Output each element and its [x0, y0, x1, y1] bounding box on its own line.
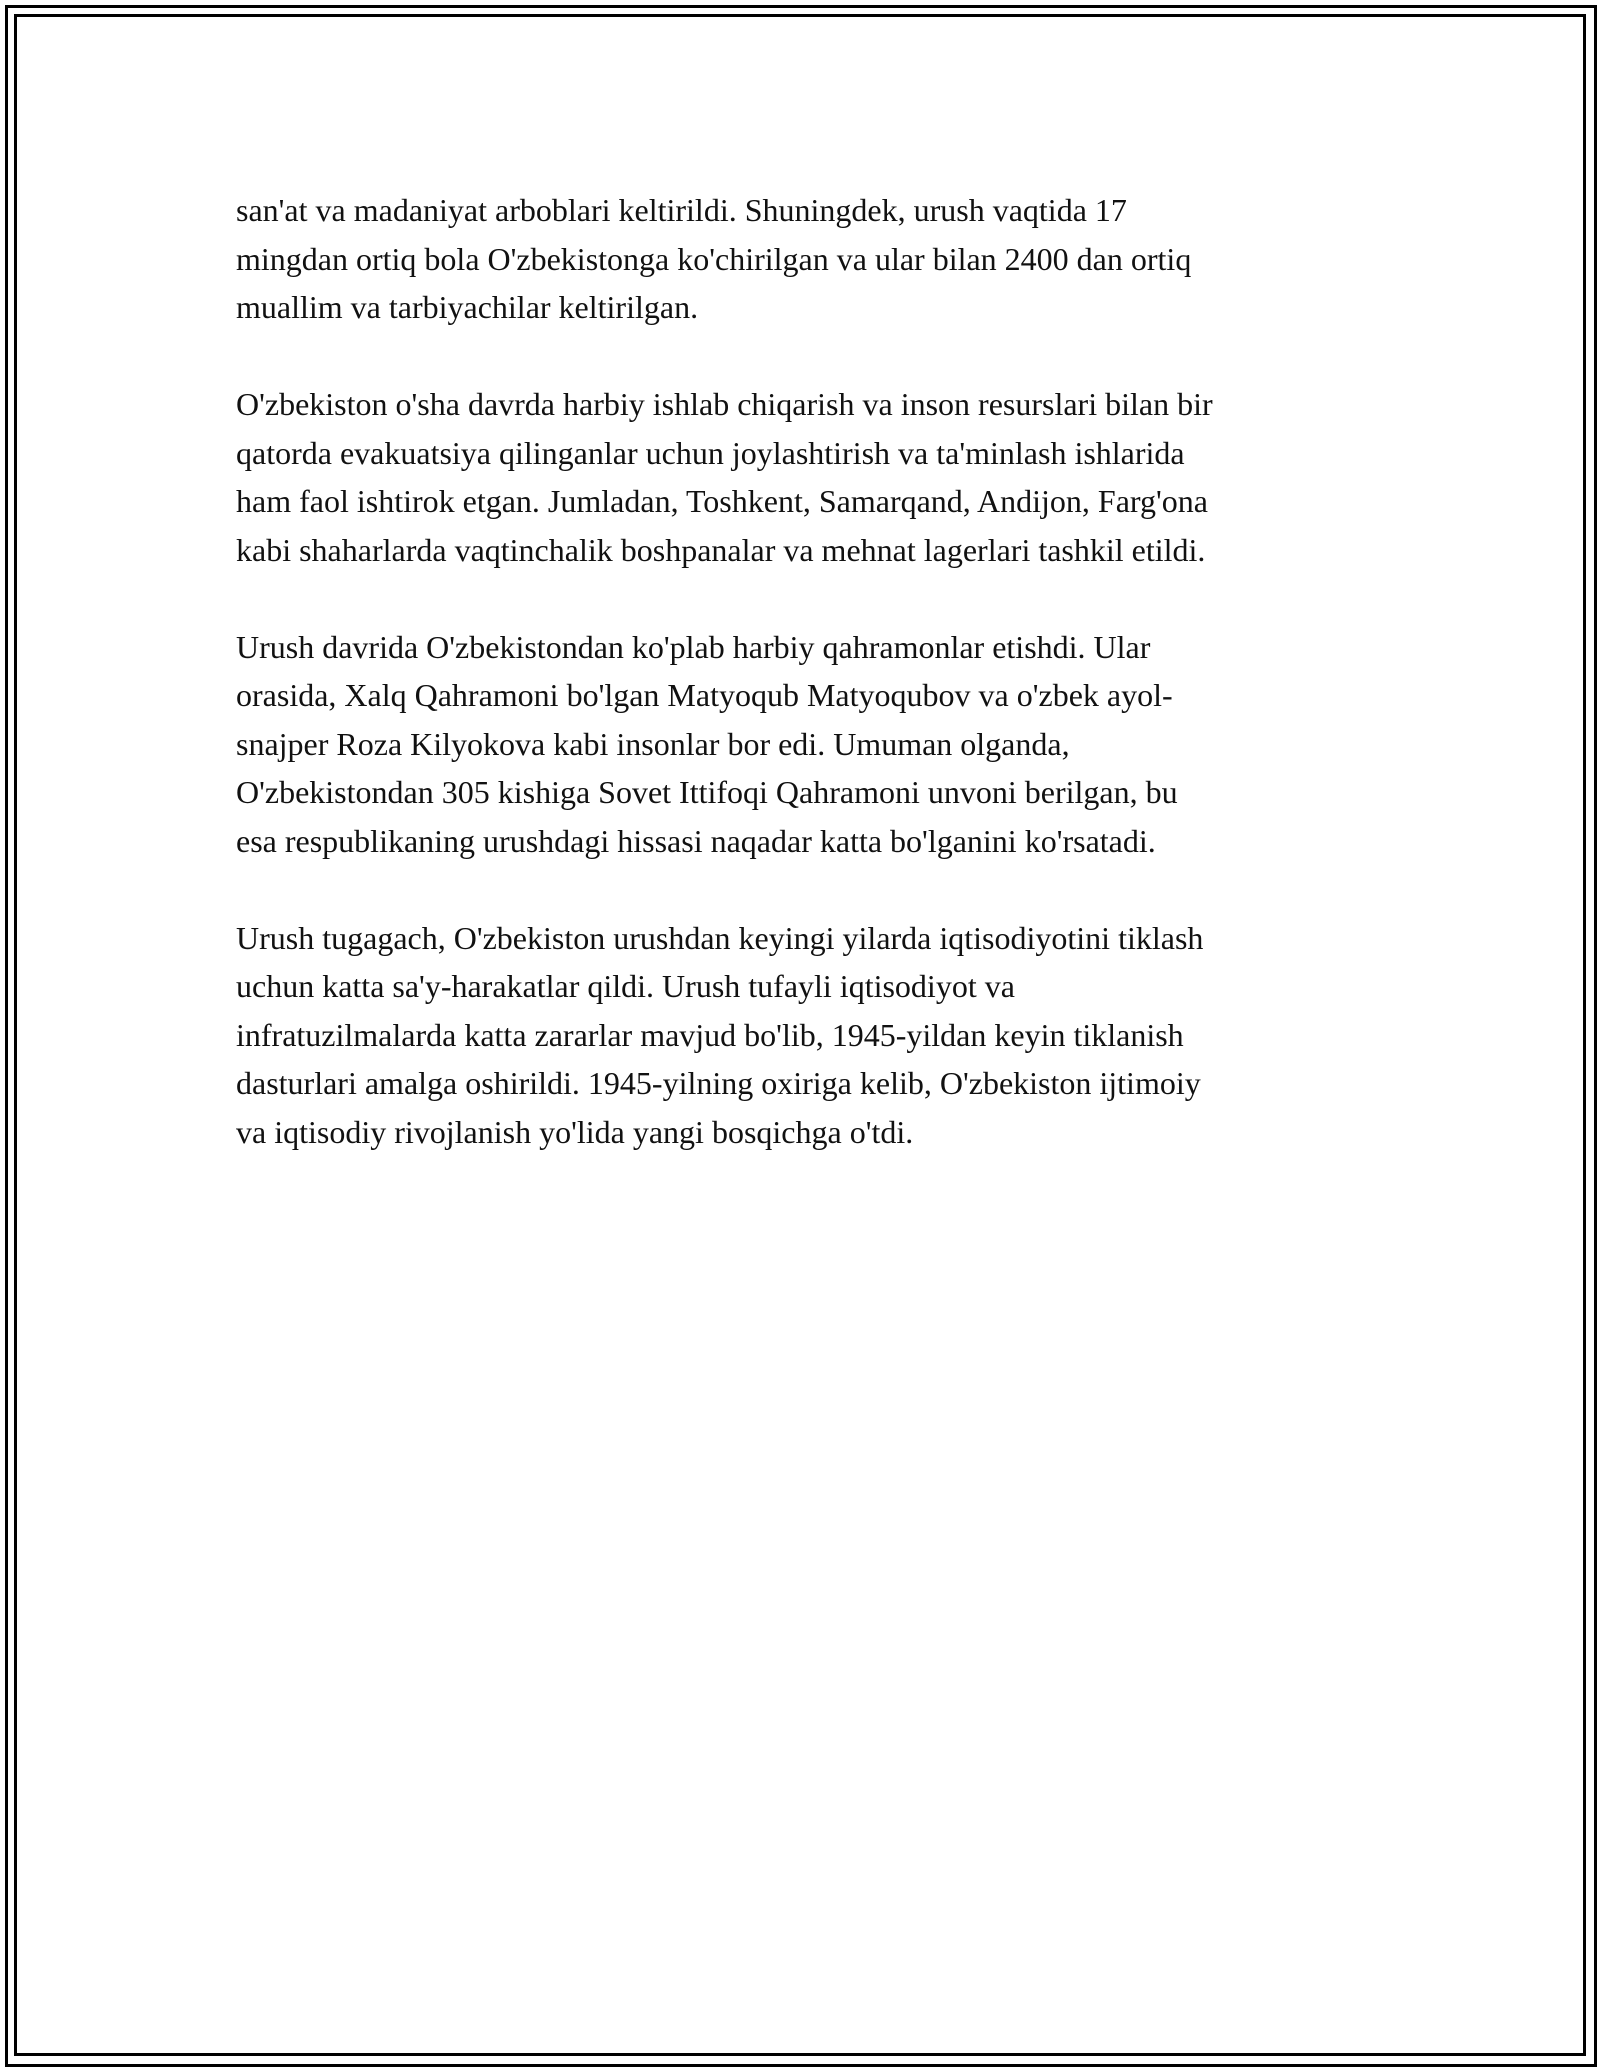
paragraph-4: Urush tugagach, O'zbekiston urushdan keyingi yilarda iqtisodiyotini tiklash uchun katta sa'y-harakatlar qildi. Urush tufayli iqtisodiyot va infratuzilmalarda katta zararlar mavjud bo'lib, 1945-yildan keyin tiklanish dasturlari amalga oshirildi. 1945-yilning oxiriga kelib, O'zbekiston ijtimoiy va iqtisodiy rivojlanish yo'lida yangi bosqichga o'tdi.: [236, 919, 1204, 1150]
paragraph-2: O'zbekiston o'sha davrda harbiy ishlab chiqarish va inson resurslari bilan bir qatorda evakuatsiya qilinganlar uchun joylashtirish va ta'minlash ishlarida ham faol ishtirok etgan. Jumladan, Toshkent, Samarqand, Andijon, Farg'ona kabi shaharlarda vaqtinchalik boshpanalar va mehnat lagerlari tashkil etildi.: [236, 386, 1213, 568]
paragraph-3: Urush davrida O'zbekistondan ko'plab harbiy qahramonlar etishdi. Ular orasida, Xalq Qahramoni bo'lgan Matyoqub Matyoqubov va o'zbek ayol- snajper Roza Kilyokova kabi insonlar bor edi. Umuman olganda, O'zbekistondan 305 kishiga Sovet Ittifoqi Qahramoni unvoni berilgan, bu esa respublikaning urushdagi hissasi naqadar katta bo'lganini ko'rsatadi.: [236, 628, 1178, 859]
paragraph-1: san'at va madaniyat arboblari keltirildi. Shuningdek, urush vaqtida 17 mingdan ortiq bola O'zbekistonga ko'chirilgan va ular bilan 2400 dan ortiq muallim va tarbiyachilar keltirilgan.: [236, 192, 1192, 325]
document-body: [236, 186, 1366, 1205]
